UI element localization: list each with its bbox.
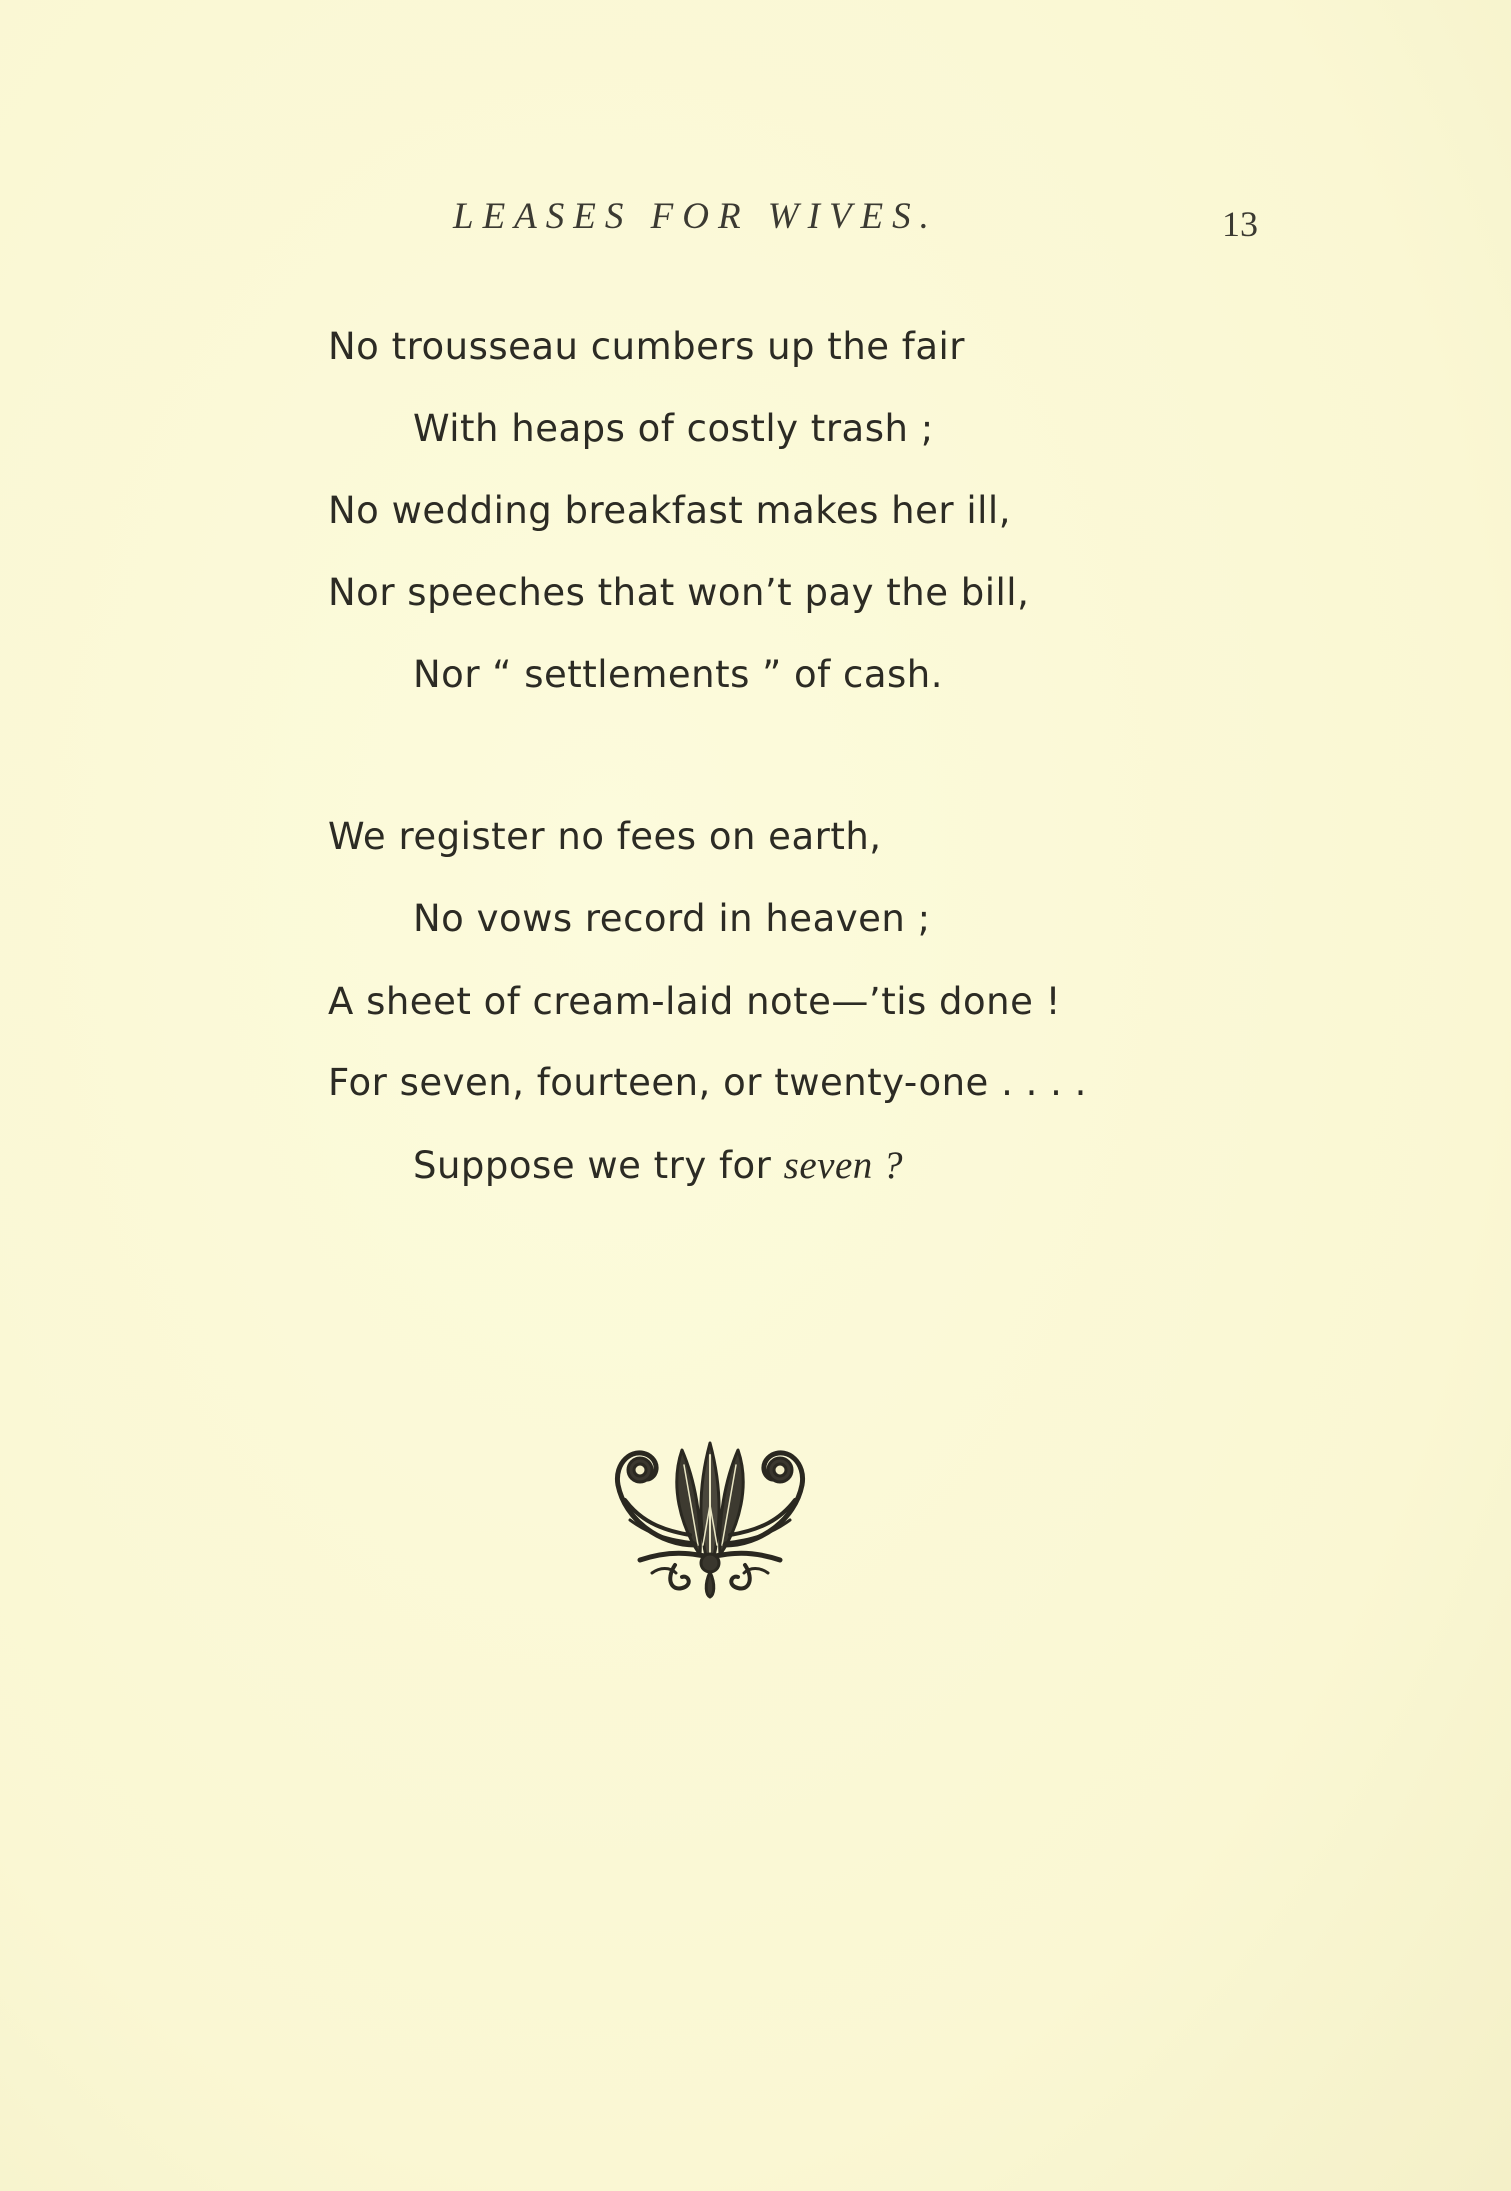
poem-line: For seven, fourteen, or twenty-one . . . .	[328, 1061, 1087, 1104]
poem-line: No vows record in heaven ;	[413, 897, 931, 940]
poem-last-line	[413, 1143, 903, 1188]
poem-last-line-text: Suppose we try for	[413, 1144, 784, 1187]
poem-line: Nor speeches that won’t pay the bill,	[328, 571, 1030, 614]
page-number: 13	[1222, 204, 1258, 244]
poem-line: We register no fees on earth,	[328, 815, 882, 858]
poem-line: With heaps of costly trash ;	[413, 407, 934, 450]
poem-line: No wedding breakfast makes her ill,	[328, 489, 1011, 532]
fleur-de-lis-ornament-icon	[600, 1425, 820, 1600]
running-title: LEASES FOR WIVES.	[453, 196, 938, 237]
poem-line: Nor “ settlements ” of cash.	[413, 653, 943, 696]
poem-line: A sheet of cream-laid note—’tis done !	[328, 980, 1061, 1023]
poem-emphasis: seven ?	[783, 1144, 904, 1187]
poem-line: No trousseau cumbers up the fair	[328, 325, 965, 368]
